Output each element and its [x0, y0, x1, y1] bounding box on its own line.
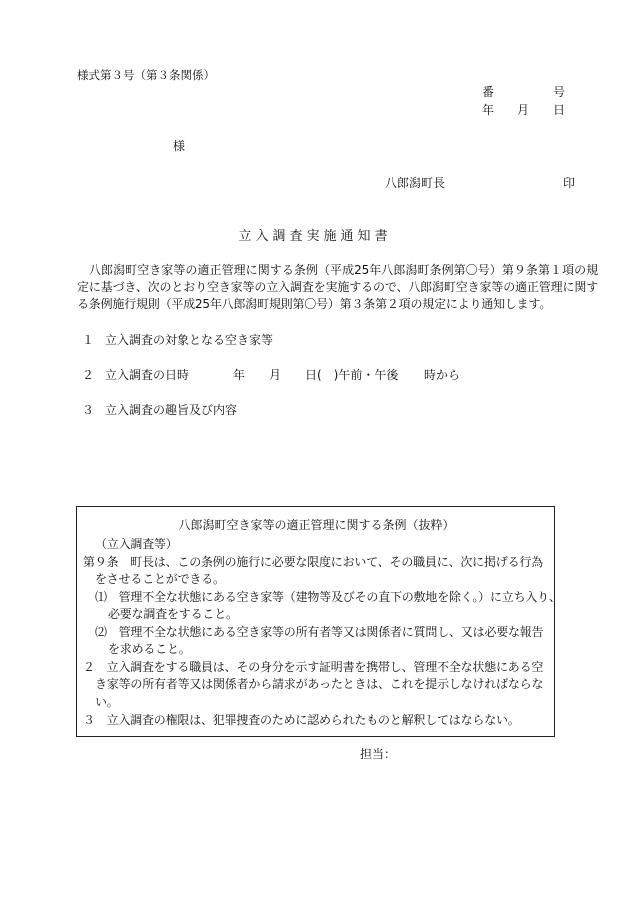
- excerpt-line: ⑴ 管理不全な状態にある空き家等（建物等及びその直下の敷地を除く。）に立ち入り、: [95, 590, 561, 604]
- ordinance-excerpt-box: [76, 506, 561, 737]
- excerpt-line: を求めること。: [108, 642, 191, 656]
- excerpt-line: 第９条 町長は、この条例の施行に必要な限度において、その職員に、次に掲げる行為: [83, 555, 543, 569]
- excerpt-line: ２ 立入調査をする職員は、その身分を示す証明書を携帯し、管理不全な状態にある空: [83, 660, 544, 674]
- person-in-charge-label: 担当：: [360, 747, 397, 761]
- addressee-sama: 様: [173, 139, 186, 153]
- sender-mayor: 八郎潟町長: [385, 176, 446, 190]
- excerpt-line: い。: [95, 695, 119, 709]
- datetime-month: 月: [269, 368, 282, 382]
- date-day-label: 日: [553, 103, 566, 117]
- excerpt-line: 必要な調査をすること。: [108, 607, 238, 621]
- document-title: 立入調査実施通知書: [238, 229, 392, 244]
- item-number: ３: [82, 403, 95, 417]
- date-year-label: 年: [482, 103, 495, 117]
- datetime-year: 年: [233, 368, 246, 382]
- number-ban-label: 番: [482, 85, 495, 99]
- item-number: １: [82, 333, 95, 347]
- excerpt-line: をさせることができる。: [95, 572, 225, 586]
- excerpt-title: 八郎潟町空き家等の適正管理に関する条例（抜粋）: [178, 518, 455, 532]
- item-number: ２: [82, 368, 95, 382]
- excerpt-line: き家等の所有者等又は関係者から請求があったときは、これを提示しなければならな: [95, 677, 544, 691]
- form-number: 様式第３号（第３条関係）: [77, 68, 215, 82]
- item-text: 立入調査の日時: [105, 368, 190, 382]
- item-text: 立入調査の対象となる空き家等: [105, 333, 274, 347]
- excerpt-line: （立入調査等）: [95, 537, 178, 551]
- item-text: 立入調査の趣旨及び内容: [105, 403, 238, 417]
- datetime-day-ampm: 日( )午前・午後: [305, 368, 399, 382]
- number-gou-label: 号: [553, 85, 566, 99]
- seal-mark: 印: [563, 176, 576, 190]
- datetime-hour-from: 時から: [424, 368, 461, 382]
- excerpt-line: ⑵ 管理不全な状態にある空き家等の所有者等又は関係者に質問し、又は必要な報告: [95, 625, 544, 639]
- excerpt-line: ３ 立入調査の権限は、犯罪捜査のために認められたものと解釈してはならない。: [83, 713, 520, 727]
- body-paragraph: 八郎潟町空き家等の適正管理に関する条例（平成25年八郎潟町条例第〇号）第９条第１項の規定に基づき、次のとおり空き家等の立入調査を実施するので、八郎潟町空き家等の適正管理に関する条例施行規則（平成25年八郎潟町規則第〇号）第３条第２項の規定により通知します。: [77, 263, 598, 311]
- date-month-label: 月: [517, 103, 530, 117]
